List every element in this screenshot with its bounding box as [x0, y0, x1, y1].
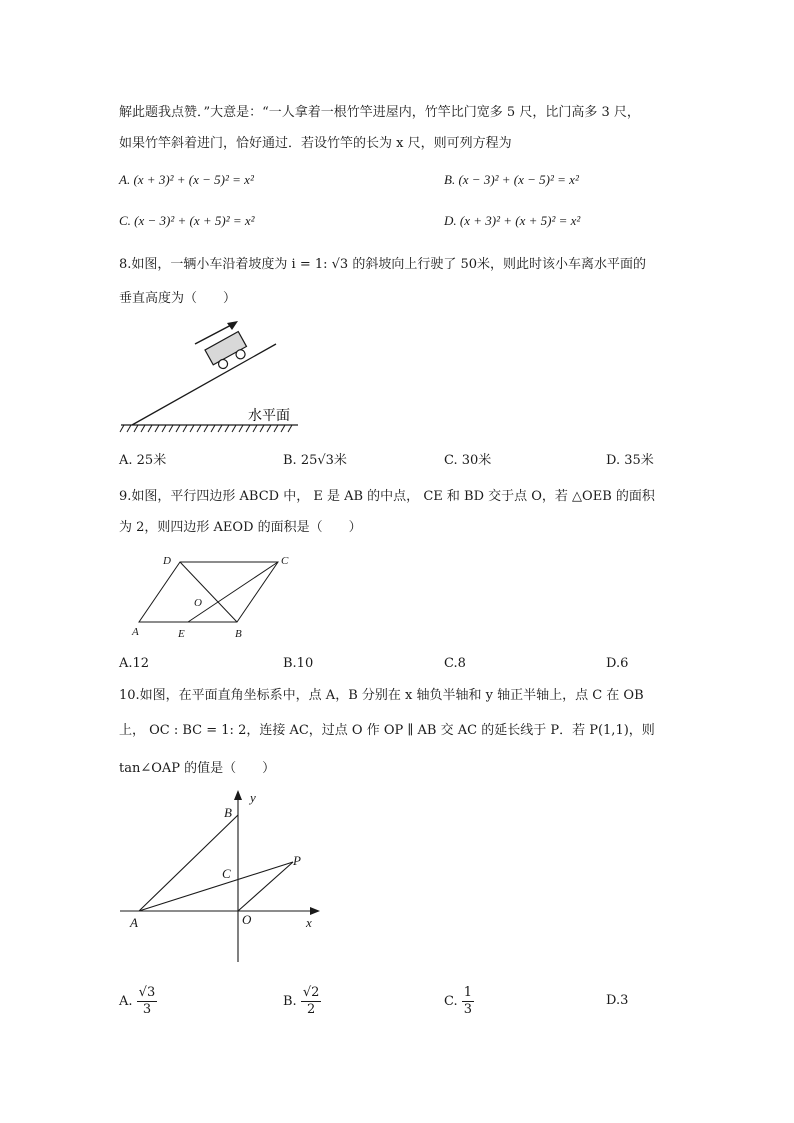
label-d: D — [163, 555, 171, 567]
q10-line-1: 10.如图，在平面直角坐标系中，点 A，B 分别在 x 轴负半轴和 y 轴正半轴上，点 C 在 OB — [119, 688, 644, 703]
label-a: A — [130, 915, 138, 930]
q10-line-2: 上， OC : BC = 1: 2，连接 AC，过点 O 作 OP ∥ AB 交 AC 的延长线于 P．若 P(1,1)，则 — [119, 723, 655, 738]
q8-option-d: D. 35米 — [606, 453, 654, 468]
q7-option-b: B. (x − 3)² + (x − 5)² = x² — [444, 172, 579, 187]
label-y: y — [250, 790, 256, 805]
label-e: E — [178, 628, 185, 640]
q10-option-a — [119, 985, 157, 1018]
q9-option-d: D.6 — [606, 656, 629, 671]
q9-parallelogram-figure — [125, 550, 300, 645]
q9-line-1: 9.如图，平行四边形 ABCD 中， E 是 AB 的中点， CE 和 BD 交于点 O，若 △OEB 的面积 — [119, 489, 655, 504]
q7-option-c: C. (x − 3)² + (x + 5)² = x² — [119, 213, 255, 228]
fraction-denominator: 2 — [306, 1002, 316, 1017]
q10-line-3: tan∠OAP 的值是（ ） — [119, 761, 276, 776]
label-p: P — [293, 853, 301, 868]
fraction-numerator: √3 — [138, 985, 156, 1000]
fraction-denominator: 3 — [463, 1002, 473, 1017]
q10-option-b-fraction — [301, 985, 322, 1018]
label-o: O — [194, 597, 202, 609]
q8-line-1: 8.如图，一辆小车沿着坡度为 i = 1: √3 的斜坡向上行驶了 50米，则此时该小车离水平面的 — [119, 257, 646, 272]
q10-option-d: D.3 — [606, 993, 629, 1008]
label-x: x — [306, 915, 312, 930]
q8-option-b: B. 25√3米 — [283, 453, 347, 468]
intro-line-1: 解此题我点赞．”大意是：“一人拿着一根竹竿进屋内，竹竿比门宽多 5 尺，比门高多 3 尺， — [119, 105, 640, 120]
label-c: C — [281, 555, 289, 567]
q9-option-b: B.10 — [283, 656, 314, 671]
q8-option-a: A. 25米 — [119, 453, 167, 468]
q8-slope-figure — [118, 316, 303, 436]
q9-line-2: 为 2，则四边形 AEOD 的面积是（ ） — [119, 520, 362, 535]
q9-option-a: A.12 — [119, 656, 150, 671]
q7-option-d: D. (x + 3)² + (x + 5)² = x² — [444, 213, 581, 228]
q10-option-a-prefix: A. — [119, 994, 133, 1009]
q10-option-c — [444, 985, 474, 1018]
q10-option-c-prefix: C. — [444, 994, 458, 1009]
q10-option-b-prefix: B. — [283, 994, 297, 1009]
q10-coordinate-figure — [115, 786, 330, 966]
cart — [205, 332, 251, 373]
label-b: B — [224, 805, 232, 820]
q10-option-b — [283, 985, 321, 1018]
fraction-numerator: 1 — [463, 985, 473, 1000]
ground-label: 水平面 — [248, 409, 290, 424]
intro-line-2: 如果竹竿斜着进门，恰好通过．若设竹竿的长为 x 尺，则可列方程为 — [119, 136, 512, 151]
label-b: B — [235, 628, 242, 640]
fraction-numerator: √2 — [302, 985, 320, 1000]
q9-option-c: C.8 — [444, 656, 466, 671]
q8-line-2: 垂直高度为（ ） — [119, 291, 237, 306]
ground-hatching — [120, 425, 292, 432]
q8-option-c: C. 30米 — [444, 453, 492, 468]
label-a: A — [132, 626, 139, 638]
q7-option-a: A. (x + 3)² + (x − 5)² = x² — [119, 172, 254, 187]
label-o: O — [242, 912, 252, 927]
label-c: C — [222, 866, 231, 881]
fraction-denominator: 3 — [142, 1002, 152, 1017]
q10-option-a-fraction — [137, 985, 158, 1018]
q10-option-c-fraction — [462, 985, 474, 1018]
